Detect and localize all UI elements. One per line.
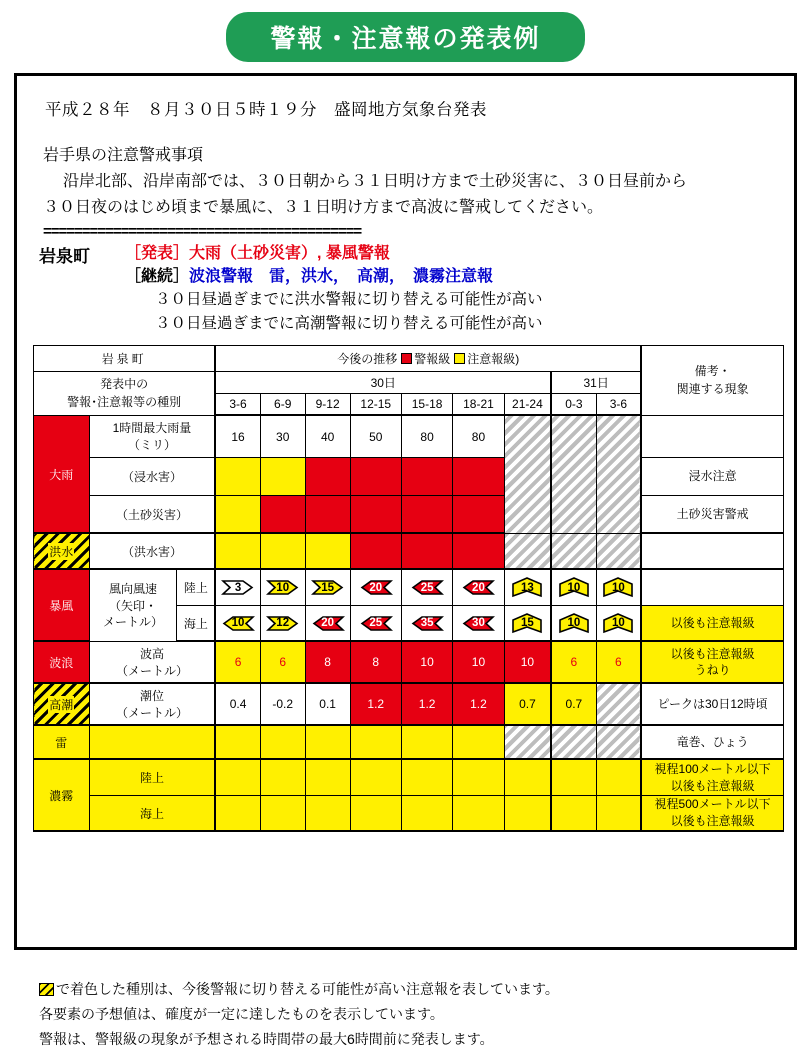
cell-thunder-nodata-2124 [504,725,551,759]
header-kind-l1: 発表中の [100,377,149,392]
issue-line: 平成２８年 ８月３０日５時１９分 盛岡地方気象台発表 [45,101,487,119]
cell-wind-sea-3 [350,605,401,641]
cell-wind-land-1 [260,569,305,605]
cell-tide-6: 0.7 [504,683,551,725]
header-day30: 30日 [215,371,551,393]
remark-fog-land [641,759,783,795]
cell-inund-2 [305,457,350,495]
cell-flood-3 [350,533,401,569]
header-remark [641,345,783,415]
remark-storm-surge: ピークは30日12時頃 [641,683,783,725]
cell-wind-sea-7 [551,605,596,641]
cell-wind-sea-5 [453,605,504,641]
cell-land-3 [350,495,401,533]
cell-flood-nodata-36 [596,533,641,569]
header-remark-l2: 関連する現象 [676,382,749,397]
sub-wave-l2: （メートル） [115,664,188,679]
wind-arrow-up-yellow-2 [557,577,591,598]
remark-rain-amount [641,415,783,457]
cell-wind-sea-6 [504,605,551,641]
cell-rain-nodata-2124 [504,415,551,533]
footnote-3: 警報は、警報級の現象が予想される時間帯の最大6時間前に発表します。 [39,1031,494,1047]
cell-fog-land-1 [260,759,305,795]
sub-thunder [89,725,215,759]
wind-arrow-up-yellow-3 [601,577,635,598]
cell-fog-land-5 [453,759,504,795]
cell-fog-sea-2 [305,795,350,831]
footnote-1-text: で着色した種別は、今後警報に切り替える可能性が高い注意報を表しています。 [56,981,559,997]
wind-land-val-7: 10 [567,581,581,594]
table-row-storm-surge [34,683,784,725]
cell-land-5 [453,495,504,533]
remark-wind-land [641,569,783,605]
wind-arrow-left-red-2 [410,577,444,598]
footnotes [39,979,809,1054]
header-trend: 今後の推移 警報級 注意報級) [215,345,641,371]
cat-flood-label: 洪水 [49,544,74,559]
cat-storm-surge-label: 高潮 [49,697,74,712]
cell-wave-6: 10 [504,641,551,683]
table-header-row-1 [34,345,784,371]
cell-land-1 [260,495,305,533]
header-day31: 31日 [551,371,641,393]
remark-thunder: 竜巻、ひょう [641,725,783,759]
cell-fog-sea-1 [260,795,305,831]
slot-5: 18-21 [453,393,504,415]
cell-fog-sea-5 [453,795,504,831]
wind-arrow-right-white [221,577,255,598]
cell-fog-land-0 [215,759,260,795]
cell-wave-5: 10 [453,641,504,683]
remark-inundation: 浸水注意 [641,457,783,495]
cell-thunder-0 [215,725,260,759]
wind-arrow-up-yellow [510,577,544,598]
cell-wind-land-3 [350,569,401,605]
divider-line: ========================================= [43,223,362,240]
continued-warnings-line [125,265,778,288]
cell-thunder-3 [350,725,401,759]
wind-land-val-1: 10 [276,581,290,594]
wind-land-val-4: 25 [420,581,434,594]
cell-rain-2: 40 [305,415,350,457]
title-area [0,0,811,62]
forecast-table [33,345,784,833]
section-title: 岩手県の注意警戒事項 [43,147,204,164]
cell-fog-sea-7 [551,795,596,831]
wind-sea-val-1: 12 [276,617,290,630]
wind-sea-val-2: 20 [321,617,335,630]
remark-fog-land-l1: 視程100メートル以下 [654,761,771,776]
slot-3: 12-15 [350,393,401,415]
cat-storm: 暴風 [34,569,90,641]
wind-land-val-8: 10 [611,581,625,594]
cat-heavy-rain: 大雨 [34,415,90,533]
wind-arrow-left-red-3 [461,577,495,598]
sub-wind-l2: （矢印・ [108,598,157,613]
rowlabel-fog-sea: 海上 [89,795,215,831]
cell-rain-4: 80 [401,415,452,457]
remark-fog-sea-l2: 以後も注意報級 [670,814,755,829]
slot-6: 21-24 [504,393,551,415]
wind-land-val-0: 3 [234,581,242,594]
report-frame [14,73,797,1047]
sub-flood: （洪水害） [89,533,215,569]
cell-inund-0 [215,457,260,495]
cell-fog-land-2 [305,759,350,795]
legend-advis-label: 注意報級 [467,351,516,366]
cell-wave-4: 10 [401,641,452,683]
table-row-flood [34,533,784,569]
cell-rain-nodata-36 [596,415,641,533]
wind-land-val-5: 20 [472,581,485,594]
cell-flood-1 [260,533,305,569]
note-line-2: ３０日昼過ぎまでに高潮警報に切り替える可能性が高い [155,314,543,332]
remark-waves [641,641,783,683]
cell-fog-sea-4 [401,795,452,831]
cell-tide-nodata-36 [596,683,641,725]
cat-fog: 濃霧 [34,759,90,831]
cell-wind-sea-1 [260,605,305,641]
cat-thunder: 雷 [34,725,90,759]
sub-max-hourly-rain [89,415,215,457]
wind-land-val-3: 20 [369,581,383,594]
cell-land-0 [215,495,260,533]
cat-flood [34,533,90,569]
cell-wind-sea-4 [401,605,452,641]
body-line-1: 沿岸北部、沿岸南部では、３０日朝から３１日明け方まで土砂災害に、３０日昼前から [63,173,688,190]
wind-arrow-right-yellow [266,577,300,598]
header-remark-l1: 備考・ [694,364,731,379]
cell-fog-land-6 [504,759,551,795]
rowlabel-fog-land: 陸上 [89,759,215,795]
cell-thunder-5 [453,725,504,759]
sub-wind-l3: メートル） [102,614,163,629]
slot-1: 6-9 [260,393,305,415]
wind-land-val-2: 15 [321,581,335,594]
table-row-waves [34,641,784,683]
issued-label: ［発表］ [125,245,190,262]
cell-wind-sea-8 [596,605,641,641]
table-row-wind-land [34,569,784,605]
cell-wind-land-5 [453,569,504,605]
sub-wave-height [89,641,215,683]
wind-arrow-right-yellow-2 [311,577,345,598]
cell-fog-sea-6 [504,795,551,831]
table-row-landslide [34,495,784,533]
legend-warn-label: 警報級 [414,351,451,366]
wind-arrow-left-red-s3 [359,613,393,634]
note-line-1: ３０日昼過ぎまでに洪水警報に切り替える可能性が高い [155,291,543,309]
cell-wind-land-0 [215,569,260,605]
cell-flood-0 [215,533,260,569]
wind-arrow-up-yellow-s6 [510,613,544,634]
sub-tide-l2: （メートル） [115,706,188,721]
cat-storm-surge [34,683,90,725]
cell-land-4 [401,495,452,533]
remark-waves-l1: 以後も注意報級 [670,646,755,661]
wind-land-val-6: 13 [521,581,534,594]
slot-8: 3-6 [596,393,641,415]
cell-thunder-4 [401,725,452,759]
table-row-fog-sea [34,795,784,831]
header-trend-label: 今後の推移 [337,351,398,366]
cell-rain-1: 30 [260,415,305,457]
continued-text: 波浪警報 雷，洪水， 高潮， 濃霧注意報 [189,268,494,286]
cell-inund-4 [401,457,452,495]
hatch-swatch-icon [39,983,54,996]
table-row-fog-land [34,759,784,795]
town-block [33,242,778,335]
cell-wind-sea-2 [305,605,350,641]
sub-tide-l1: 潮位 [139,689,164,704]
cell-tide-4: 1.2 [401,683,452,725]
cell-fog-land-7 [551,759,596,795]
cell-rain-nodata-03 [551,415,596,533]
remark-flood [641,533,783,569]
sub-wind-dir-speed [89,569,177,641]
cell-wind-land-8 [596,569,641,605]
wind-arrow-up-yellow-s7 [557,613,591,634]
rowlabel-land: 陸上 [177,569,216,605]
cell-tide-3: 1.2 [350,683,401,725]
cell-flood-nodata-2124 [504,533,551,569]
cell-wind-land-7 [551,569,596,605]
cell-wave-0: 6 [215,641,260,683]
cell-wind-land-2 [305,569,350,605]
issued-text: 大雨（土砂災害）, 暴風警報 [189,245,390,262]
cell-wave-2: 8 [305,641,350,683]
continued-label: ［継続］ [125,268,190,286]
header-kind-l2: 警報･注意報等の種別 [67,395,182,410]
cell-flood-2 [305,533,350,569]
remark-wind-sea: 以後も注意報級 [641,605,783,641]
cell-thunder-nodata-36 [596,725,641,759]
cell-fog-sea-8 [596,795,641,831]
table-row-rain-amount [34,415,784,457]
wind-sea-val-3: 25 [369,617,383,630]
rowlabel-sea: 海上 [177,605,216,641]
remark-fog-sea [641,795,783,831]
cell-flood-4 [401,533,452,569]
wind-arrow-left-red-s2 [311,613,345,634]
cell-fog-land-4 [401,759,452,795]
cell-inund-3 [350,457,401,495]
cell-rain-0: 16 [215,415,260,457]
cell-flood-5 [453,533,504,569]
wind-sea-val-6: 15 [521,617,534,630]
footnote-2: 各要素の予想値は、確度が一定に達したものを表示しています。 [39,1006,444,1022]
wind-sea-val-7: 10 [567,617,581,630]
remark-fog-sea-l1: 視程500メートル以下 [654,797,771,812]
wind-arrow-up-yellow-s8 [601,613,635,634]
sub-tide-level [89,683,215,725]
cell-flood-nodata-03 [551,533,596,569]
cell-wind-land-4 [401,569,452,605]
wind-sea-val-4: 35 [420,617,434,630]
cell-fog-sea-3 [350,795,401,831]
cell-tide-1: -0.2 [260,683,305,725]
cell-inund-1 [260,457,305,495]
sub-wind-l1: 風向風速 [108,582,157,597]
cell-rain-3: 50 [350,415,401,457]
legend-warn-swatch [401,353,412,364]
cell-wave-3: 8 [350,641,401,683]
sub-landslide: （土砂災害） [89,495,215,533]
cat-waves: 波浪 [34,641,90,683]
remark-landslide: 土砂災害警戒 [641,495,783,533]
remark-fog-land-l2: 以後も注意報級 [670,778,755,793]
footnote-1 [39,979,809,999]
wind-arrow-left-red-s5 [461,613,495,634]
body-line-2: ３０日夜のはじめ頃まで暴風に、３１日明け方まで高波に警戒してください。 [43,199,604,216]
cell-wind-sea-0 [215,605,260,641]
cell-land-2 [305,495,350,533]
cell-inund-5 [453,457,504,495]
cell-tide-5: 1.2 [453,683,504,725]
cell-tide-2: 0.1 [305,683,350,725]
issued-warnings-line [125,242,778,265]
page-title: 警報・注意報の発表例 [226,12,584,62]
wind-arrow-left-red-s4 [410,613,444,634]
cell-fog-land-8 [596,759,641,795]
town-name: 岩泉町 [39,247,90,266]
slot-7: 0-3 [551,393,596,415]
table-row-inundation [34,457,784,495]
sub-wave-l1: 波高 [139,647,164,662]
header-town: 岩泉町 [34,345,216,371]
slot-4: 15-18 [401,393,452,415]
wind-arrow-left-yellow-s0 [221,613,255,634]
remark-waves-l2: うねり [694,663,731,678]
slot-0: 3-6 [215,393,260,415]
cell-wave-8: 6 [596,641,641,683]
cell-thunder-nodata-03 [551,725,596,759]
wind-sea-val-5: 30 [472,617,485,630]
cell-fog-land-3 [350,759,401,795]
wind-sea-val-8: 10 [611,617,625,630]
cell-wave-1: 6 [260,641,305,683]
sub-inundation: （浸水害） [89,457,215,495]
cell-wave-7: 6 [551,641,596,683]
wind-arrow-right-yellow-s1 [266,613,300,634]
cell-wind-land-6 [504,569,551,605]
cell-fog-sea-0 [215,795,260,831]
slot-2: 9-12 [305,393,350,415]
legend-advis-swatch [454,353,465,364]
sub-max-hourly-rain-l1: 1時間最大雨量 [112,421,192,436]
cell-thunder-2 [305,725,350,759]
cell-thunder-1 [260,725,305,759]
header-kind [34,371,216,415]
cell-rain-5: 80 [453,415,504,457]
sub-max-hourly-rain-l2: （ミリ） [127,438,176,453]
cell-tide-0: 0.4 [215,683,260,725]
wind-arrow-left-red [359,577,393,598]
table-row-thunder [34,725,784,759]
wind-sea-val-0: 10 [231,617,245,630]
cell-tide-7: 0.7 [551,683,596,725]
